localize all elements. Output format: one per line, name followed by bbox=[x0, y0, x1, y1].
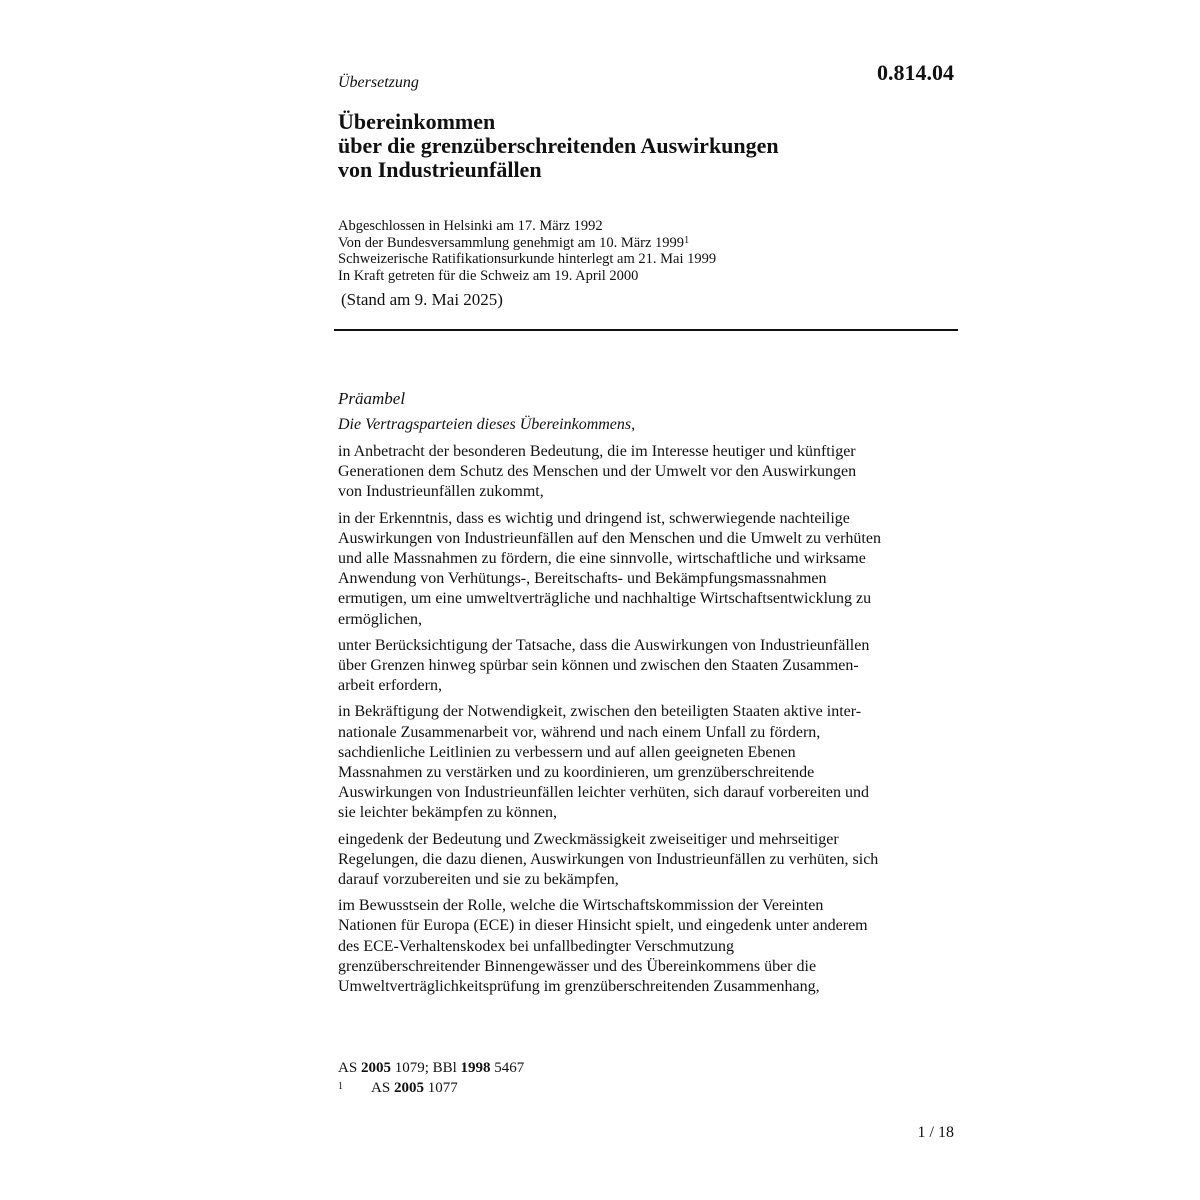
footnote-1-prefix: AS bbox=[371, 1080, 394, 1096]
status-date: (Stand am 9. Mai 2025) bbox=[341, 290, 503, 309]
meta-concluded: Abgeschlossen in Helsinki am 17. März 1992 bbox=[338, 218, 603, 234]
title-line-3: von Industrieunfällen bbox=[338, 157, 542, 182]
source-year-as: 2005 bbox=[360, 1060, 391, 1076]
meta-approved: Von der Bundesversammlung genehmigt am 10. März 1999 bbox=[338, 234, 685, 251]
footnote-1-suffix: 1077 bbox=[423, 1080, 458, 1096]
preamble-heading: Präambel bbox=[338, 389, 406, 408]
meta-approved-row bbox=[338, 235, 938, 252]
source-prefix: AS bbox=[338, 1060, 361, 1076]
preamble-paragraph: unter Berücksichtigung der Tatsache, dass die Auswirkungen von Industrieunfällen über Grenzen hinweg spürbar sein können und zwischen den Staaten Zusammen- arbeit erfordern, bbox=[338, 636, 870, 695]
preamble-paragraph: in Anbetracht der besonderen Bedeutung, die im Interesse heutiger und künftiger Generationen dem Schutz des Menschen und der Umwelt vor den Auswirkungen von Industrieunfällen zukommt, bbox=[338, 443, 857, 501]
header-divider bbox=[334, 329, 958, 331]
footnote-1-year: 2005 bbox=[393, 1080, 424, 1096]
translation-label: Übersetzung bbox=[338, 74, 419, 91]
document-metadata bbox=[338, 218, 938, 284]
footnote-1 bbox=[338, 1078, 524, 1098]
title-line-1: Übereinkommen bbox=[338, 109, 496, 134]
document-title bbox=[338, 110, 898, 182]
source-footnote bbox=[338, 1058, 524, 1078]
preamble-paragraph: in Bekräftigung der Notwendigkeit, zwischen den beteiligten Staaten aktive inter- nationale Zusammenarbeit vor, während und nach einem Unfall zu fördern, sachdienliche Leitlinien zu verbessern und auf allen geeigneten Ebenen Massnahmen zu verstärken und zu koordinieren, um grenzüberschreitende Auswirkungen von Industrieunfällen leichter verhüten, sich darauf vorbereiten und sie leichter bekämpfen zu können, bbox=[338, 703, 869, 822]
preamble-paragraph: in der Erkenntnis, dass es wichtig und dringend ist, schwerwiegende nachteilige Auswirkungen von Industrieunfällen auf den Menschen und die Umwelt zu verhüten und alle Massnahmen zu fördern, die eine sinnvolle, wirtschaftliche und wirksame Anwendung von Verhütungs-, Bereitschafts- und Bekämpfungsmassnahmen ermutigen, um eine umweltverträgliche und nachhaltige Wirtschaftsentwicklung zu ermöglichen, bbox=[338, 509, 881, 628]
preamble-paragraph: im Bewusstsein der Rolle, welche die Wirtschaftskommission der Vereinten Nationen für Europa (ECE) in dieser Hinsicht spielt, und eingedenk unter anderem des ECE-Verhaltenskodex bei unfallbedingter Verschmutzung grenzüberschreitender Binnengewässer und des Übereinkommens über die Umweltverträglichkeitsprüfung im grenzüberschreitenden Zusammenhang, bbox=[338, 897, 868, 996]
page-number: 1 / 18 bbox=[917, 1124, 954, 1141]
parties-heading: Die Vertragsparteien dieses Übereinkommens, bbox=[338, 416, 636, 433]
preamble-paragraph: eingedenk der Bedeutung und Zweckmässigkeit zweiseitiger und mehrseitiger Regelungen, die dazu dienen, Auswirkungen von Industrieunfällen zu verhüten, sich darauf vorzubereiten und sie zu bekämpfen, bbox=[338, 830, 879, 889]
meta-in-force: In Kraft getreten für die Schweiz am 19. April 2000 bbox=[338, 267, 639, 284]
source-mid: 1079; BBl bbox=[390, 1060, 461, 1076]
title-line-2: über die grenzüberschreitenden Auswirkungen bbox=[338, 133, 779, 158]
sr-number: 0.814.04 bbox=[877, 60, 954, 85]
footnote-ref-1[interactable]: 1 bbox=[684, 234, 690, 246]
source-suffix: 5467 bbox=[490, 1060, 525, 1076]
footnote-1-mark: 1 bbox=[338, 1081, 343, 1092]
footnotes bbox=[338, 1058, 524, 1098]
preamble-body bbox=[338, 442, 960, 1003]
meta-ratification: Schweizerische Ratifikationsurkunde hinterlegt am 21. Mai 1999 bbox=[338, 251, 717, 267]
source-year-bbl: 1998 bbox=[460, 1060, 491, 1076]
